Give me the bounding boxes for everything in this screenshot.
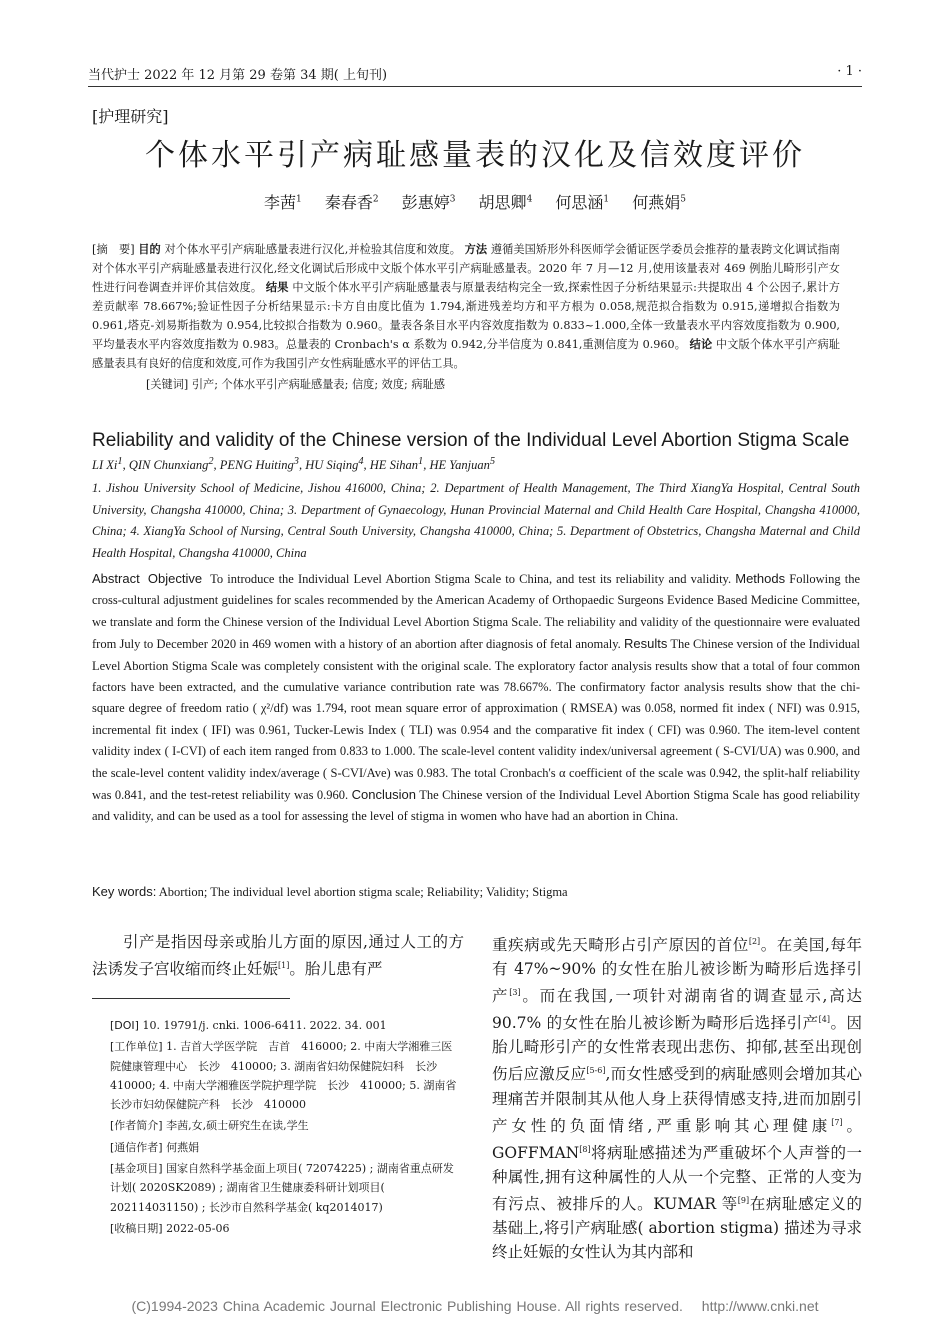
conclusion-en-label: Conclusion	[351, 787, 416, 803]
body-text: 在病耻感定义的基础上,将引产病耻感( abortion stigma) 描述为寻求终止妊娠的女性认为其内部和	[492, 1195, 862, 1262]
affiliations-en: 1. Jishou University School of Medicine, Jishou 416000, China; 2. Department of Health Management, The Third XiangYa Hospital, Central South University, Changsha 410000, China; 3. Department of Gynaecology, Hunan Provincial Maternal and Child Health Care Hospital, Changsha 410000, China; 4. XiangYa School of Nursing, Central South University, Changsha 410000, China; 5. Department of Obstetrics, Changsha Maternal and Child Health Hospital, Changsha 410000, China	[92, 481, 860, 560]
journal-header: 当代护士 2022 年 12 月第 29 卷第 34 期( 上旬刊)	[88, 68, 388, 83]
title-cn: 个体水平引产病耻感量表的汉化及信效度评价	[145, 138, 805, 173]
citation-ref: [5-6]	[586, 1066, 606, 1076]
results-text: 中文版个体水平引产病耻感量表与原量表结构完全一致,探索性因子分析结果显示:共提取出 4 个公因子,累计方差贡献率 78.667%;验证性因子分析结果显示:卡方自由度比值为 1.794,渐进残差均方和平方根为 0.058,规范拟合指数为 0.915,递增拟合指数为 0.961,塔克-刘易斯指数为 0.954,比较拟合指数为 0.960。量表各条目水平内容效度指数为 0.833~1.000,全体一致量表水平内容效度指数为 0.900,平均量表水平内容效度指数为 0.983。总量表的 Cronbach's α 系数为 0.942,分半信度为 0.841,重测信度为 0.960。	[92, 281, 840, 351]
citation-ref: [2]	[748, 937, 761, 946]
results-en-label: Results	[624, 636, 668, 652]
keywords-en-label: Key words:	[92, 884, 157, 899]
objective-en-label: Objective	[147, 571, 203, 586]
citation-ref: [9]	[737, 1195, 750, 1205]
methods-en-text: Following the cross-cultural adjustment guidelines for scales recommended by the American Academy of Orthopaedic Surgeons Evidence Based Medicine Committee, we translate and form the Chinese version of the Individual Level Abortion Stigma Scale. The reliability and validity of the questionnaire were evaluated from July to December 2020 in 469 women with a history of an abortion after diagnosis of fetal anomaly.	[92, 572, 861, 652]
body-text: 。在美国,每年有 47%~90% 的女性在胎儿被诊断为畸形后选择引产	[492, 936, 862, 1006]
copyright-footer: (C)1994-2023 China Academic Journal Electronic Publishing House. All rights reserved. http://www.cnki.net	[131, 1298, 819, 1314]
authors-en: LI Xi$^1$, QIN Chunxiang$^2$, PENG Huiting$^3$, HU Siqing$^4$, HE Sihan$^1$, HE Yanjuan$^5$	[92, 456, 496, 473]
citation-ref: [3]	[509, 988, 521, 998]
footnote: [收稿日期] 2022-05-06	[110, 1221, 230, 1235]
author: 李茜$^1$	[264, 193, 302, 212]
keywords-text: 引产; 个体水平引产病耻感量表; 信度; 效度; 病耻感	[191, 378, 445, 391]
body-text: 将病耻感描述为严重破坏个人声誉的一种属性,拥有这种属性的人从一个完整、正常的人变为有污点、被排斥的人。KUMAR 等	[492, 1143, 862, 1214]
results-label: 结果	[265, 281, 289, 294]
author: 彭惠婷$^3$	[401, 193, 456, 212]
keywords-cn	[146, 375, 445, 394]
methods-text: 遵循美国矫形外科医师学会循证医学委员会推荐的量表跨文化调试指南对个体水平引产病耻感量表进行汉化,经文化调试后形成中文版个体水平引产病耻感量表。2020 年 7 月—12 月,使用该量表对 469 例胎儿畸形引产女性进行问卷调查并评价其信效度。	[92, 243, 840, 294]
footnote: [作者简介] 李茜,女,硕士研究生在读,学生	[110, 1119, 309, 1133]
methods-label: 方法	[464, 243, 488, 256]
citation-ref: [4]	[818, 1015, 830, 1025]
abstract-en	[92, 568, 860, 828]
page-number: · 1 ·	[837, 64, 862, 79]
author: 秦春香$^2$	[324, 193, 379, 212]
conclusion-label: 结论	[689, 338, 713, 351]
body-text: 。GOFFMAN	[492, 1116, 862, 1162]
objective-en-text: To introduce the Individual Level Abortion Stigma Scale to China, and test its reliability and validity.	[210, 572, 732, 586]
abstract-cn	[92, 240, 840, 394]
footnote: [通信作者] 何燕娟	[110, 1140, 200, 1154]
body-text: 。因胎儿畸形引产的女性常表现出悲伤、抑郁,甚至出现创伤后应激反应	[492, 1014, 862, 1084]
body-right-column	[492, 930, 862, 1264]
citation-ref: [8]	[579, 1144, 591, 1154]
footnote: [工作单位] 1. 吉首大学医学院 吉首 416000; 2. 中南大学湘雅三医院健康管理中心 长沙 410000; 3. 湖南省妇幼保健院妇科 长沙 410000; 4. 中南大学湘雅医学院护理学院 长沙 410000; 5. 湖南省长沙市妇幼保健院产科 长沙 410000	[110, 1040, 457, 1112]
conclusion-text: 中文版个体水平引产病耻感量表具有良好的信度和效度,可作为我国引产女性病耻感水平的评估工具。	[92, 338, 840, 370]
methods-en-label: Methods	[735, 571, 786, 586]
footnote: [DOI] 10. 19791/j. cnki. 1006-6411. 2022. 34. 001	[110, 1019, 387, 1032]
footnote: [基金项目] 国家自然科学基金面上项目( 72074225) ; 湖南省重点研发计划( 2020SK2089) ; 湖南省卫生健康委科研计划项目( 202114031150) ; 长沙市自然科学基金( kq2014017)	[110, 1162, 454, 1214]
author: 胡思卿$^4$	[478, 193, 533, 212]
body-text: 。而在我国,一项针对湖南省的调查显示,高达 90.7% 的女性在胎儿被诊断为畸形后选择引产	[492, 987, 862, 1033]
body-text: ,而女性感受到的病耻感则会增加其心理痛苦并限制其从他人身上获得情感支持,进而加剧引产女性的负面情绪,严重影响其心理健康	[492, 1065, 862, 1135]
results-en-text: The Chinese version of the Individual Level Abortion Stigma Scale was completely consistent with the original scale. The exploratory factor analysis results show that a total of four common factors have been extracted, and the cumulative variance contribution rate was 78.667%. The confirmatory factor analysis results show that the chi-square degree of freedom ratio ( χ²/df) was 1.794, root mean square error of approximation ( RMSEA) was 0.058, normed fit index ( NFI) was 0.915, incremental fit index ( IFI) was 0.961, Tucker-Lewis Index ( TLI) was 0.954 and the comparative fit index ( CFI) was 0.960. The item-level content validity index ( I-CVI) of each item ranged from 0.833 to 1.000. The scale-level content validity index/universal agreement ( S-CVI/UA) was 0.900, and the scale-level content validity index/average ( S-CVI/Ave) was 0.983. The total Cronbach's α coefficient of the scale was 0.942, the split-half reliability was 0.841, and the test-retest reliability was 0.960.	[92, 637, 861, 803]
keywords-label: [关键词]	[146, 378, 189, 391]
header-rule	[88, 86, 862, 87]
authors-cn	[0, 190, 950, 213]
objective-label: 目的	[138, 243, 161, 256]
body-left-column: 引产是指因母亲或胎儿方面的原因,通过人工的方法诱发子宫收缩而终止妊娠[1]。胎儿患有严	[92, 933, 464, 979]
abstract-en-label: Abstract	[92, 571, 140, 586]
citation-ref: [7]	[831, 1117, 843, 1127]
title-en: Reliability and validity of the Chinese version of the Individual Level Abortion Stigma Scale	[92, 430, 850, 451]
keywords-en-text: Abortion; The individual level abortion stigma scale; Reliability; Validity; Stigma	[158, 885, 568, 899]
author: 何燕娟$^5$	[632, 193, 686, 212]
keywords-en	[92, 884, 860, 900]
body-text: 重疾病或先天畸形占引产原因的首位	[492, 936, 749, 955]
conclusion-en-text: The Chinese version of the Individual Level Abortion Stigma Scale has good reliability and validity, and can be used as a tool for assessing the level of stigma in women who have had an abortion in China.	[92, 788, 861, 824]
abstract-label: [摘 要]	[92, 243, 135, 256]
footnote-rule	[92, 998, 290, 999]
section-label: [护理研究]	[92, 107, 169, 126]
author: 何思涵$^1$	[555, 193, 610, 212]
footnotes	[110, 1016, 462, 1240]
objective-text: 对个体水平引产病耻感量表进行汉化,并检验其信度和效度。	[164, 243, 461, 256]
